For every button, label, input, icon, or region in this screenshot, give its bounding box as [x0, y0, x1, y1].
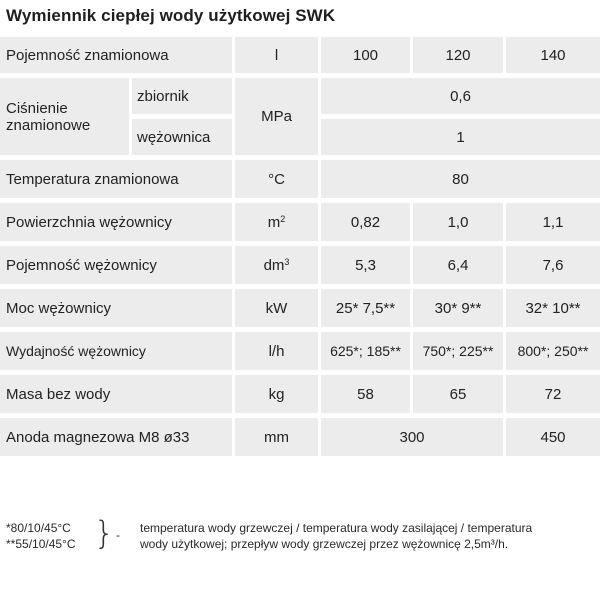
unit-cell: mm — [235, 418, 321, 461]
value-cell: 300 — [321, 418, 506, 461]
table-row-coil-area — [0, 203, 600, 246]
footnote-explanation — [140, 520, 595, 552]
unit-cell: l/h — [235, 332, 321, 375]
brace-symbol: } — [94, 514, 115, 552]
row-label: Ciśnienie znamionowe — [0, 78, 132, 160]
row-label: Powierzchnia wężownicy — [0, 203, 235, 246]
row-label: Pojemność wężownicy — [0, 246, 235, 289]
table-row-capacity — [0, 37, 600, 78]
row-label: Wydajność wężownicy — [0, 332, 235, 375]
value-cell: 7,6 — [506, 246, 600, 289]
table-row-anode — [0, 418, 600, 461]
table-row-mass — [0, 375, 600, 418]
value-cell: 450 — [506, 418, 600, 461]
value-cell: 32* 10** — [506, 289, 600, 332]
unit-cell: $m^2$ — [235, 203, 321, 246]
value-cell: 100 — [321, 37, 413, 78]
unit-cell: °C — [235, 160, 321, 203]
footnote-line-2: wody użytkowej; przepływ wody grzewczej przez wężownicę 2,5m³/h. — [140, 537, 509, 551]
value-cell: 6,4 — [413, 246, 506, 289]
value-cell: 750*; 225** — [413, 332, 506, 375]
value-cell: 30* 9** — [413, 289, 506, 332]
row-label: Pojemność znamionowa — [0, 37, 235, 78]
row-label: Anoda magnezowa M8 ø33 — [0, 418, 235, 461]
value-cell: 1,0 — [413, 203, 506, 246]
value-cell: 65 — [413, 375, 506, 418]
value-cell: 140 — [506, 37, 600, 78]
spec-table — [0, 37, 600, 461]
table-row-coil-volume — [0, 246, 600, 289]
value-cell: 0,6 — [321, 78, 600, 119]
value-cell: 625*; 185** — [321, 332, 413, 375]
table-row-coil-power — [0, 289, 600, 332]
row-label: Masa bez wody — [0, 375, 235, 418]
unit-cell: kW — [235, 289, 321, 332]
value-cell: 58 — [321, 375, 413, 418]
unit-cell: kg — [235, 375, 321, 418]
footnote-2: **55/10/45°C — [6, 537, 76, 551]
value-cell: 5,3 — [321, 246, 413, 289]
value-cell: 0,82 — [321, 203, 413, 246]
footnote-conditions — [6, 520, 76, 552]
sub-label: wężownica — [132, 119, 235, 160]
value-cell: 1,1 — [506, 203, 600, 246]
value-cell: 72 — [506, 375, 600, 418]
footnote-line-1: temperatura wody grzewczej / temperatura wody zasilającej / temperatura — [140, 521, 533, 535]
value-cell: 800*; 250** — [506, 332, 600, 375]
value-cell: 120 — [413, 37, 506, 78]
footnote-1: *80/10/45°C — [6, 521, 71, 535]
dash-symbol: - — [116, 528, 120, 542]
unit-cell: MPa — [235, 78, 321, 160]
table-row-pressure-tank — [0, 78, 600, 119]
value-cell: 25* 7,5** — [321, 289, 413, 332]
row-label: Temperatura znamionowa — [0, 160, 235, 203]
unit-cell: l — [235, 37, 321, 78]
table-row-temperature — [0, 160, 600, 203]
page-title: Wymiennik ciepłej wody użytkowej SWK — [6, 6, 336, 25]
row-label: Moc wężownicy — [0, 289, 235, 332]
table-row-coil-output — [0, 332, 600, 375]
value-cell: 80 — [321, 160, 600, 203]
unit-cell: $dm^3$ — [235, 246, 321, 289]
value-cell: 1 — [321, 119, 600, 160]
sub-label: zbiornik — [132, 78, 235, 119]
